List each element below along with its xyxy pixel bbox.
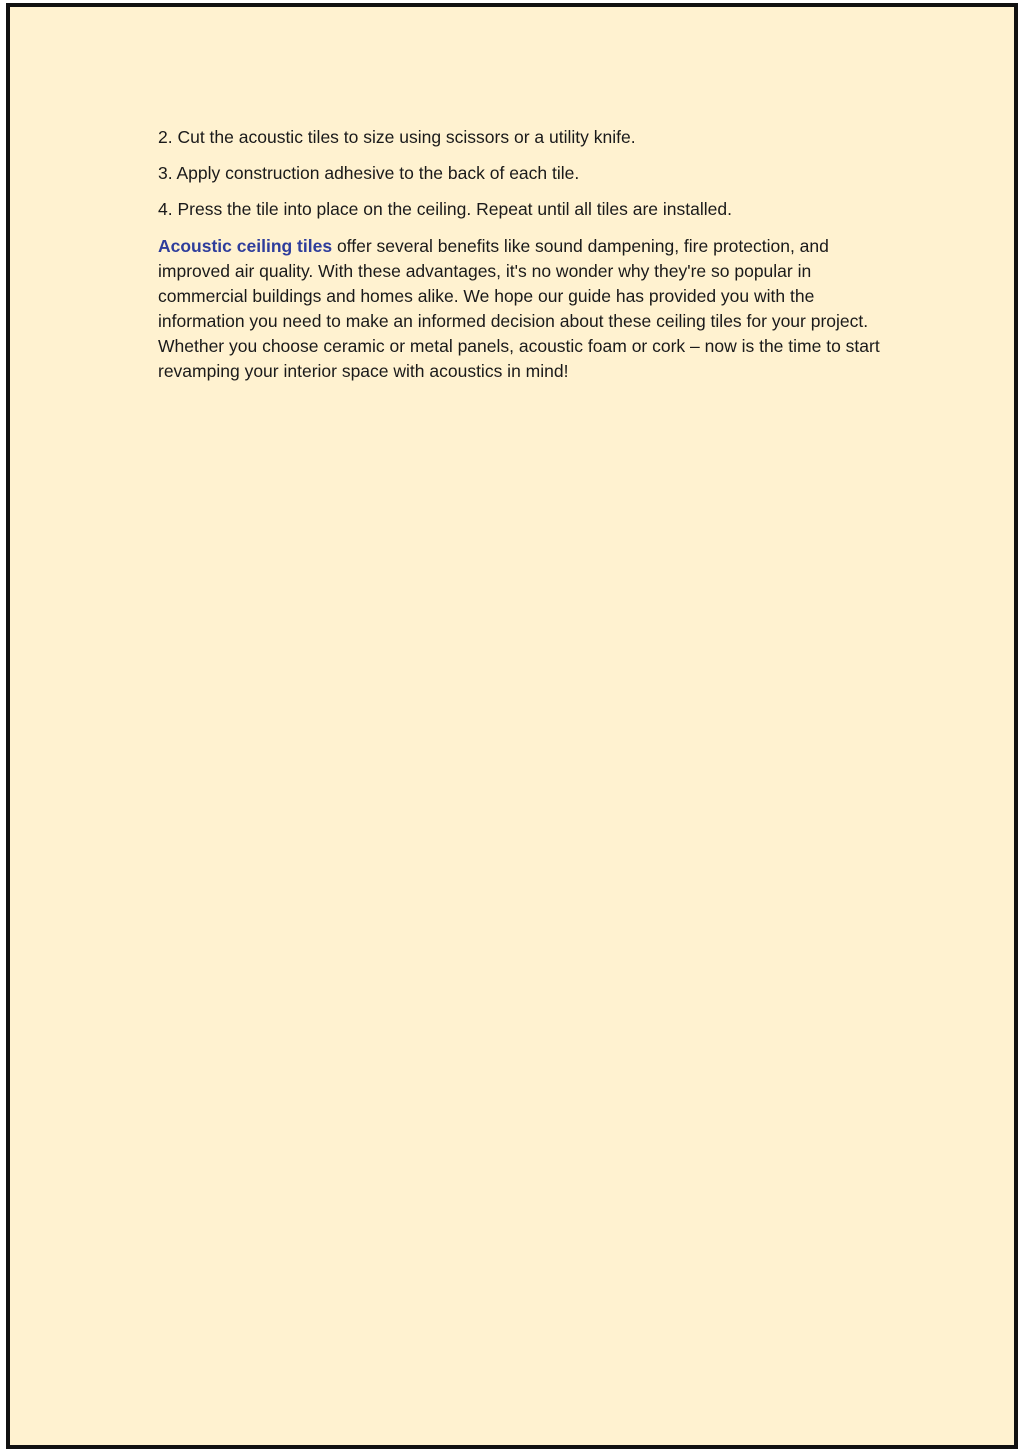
step-2: 2. Cut the acoustic tiles to size using scissors or a utility knife. <box>158 127 636 147</box>
step-3: 3. Apply construction adhesive to the back of each tile. <box>158 163 580 183</box>
conclusion-text: offer several benefits like sound dampening, fire protection, and improved air quality. With these advantages, it's no wonder why they're so popular in commercial buildings and homes alike. We hope our guide has provided you with the information you need to make an informed decision about these ceiling tiles for your project. Whether you choose ceramic or metal panels, acoustic foam or cork – now is the time to start revamping your interior space with acoustics in mind! <box>158 236 880 381</box>
step-4: 4. Press the tile into place on the ceiling. Repeat until all tiles are installed. <box>158 199 732 219</box>
acoustic-ceiling-tiles-link[interactable]: Acoustic ceiling tiles <box>158 236 333 256</box>
document-content <box>158 126 888 384</box>
conclusion-paragraph <box>158 234 888 384</box>
document-page <box>6 3 1018 1449</box>
